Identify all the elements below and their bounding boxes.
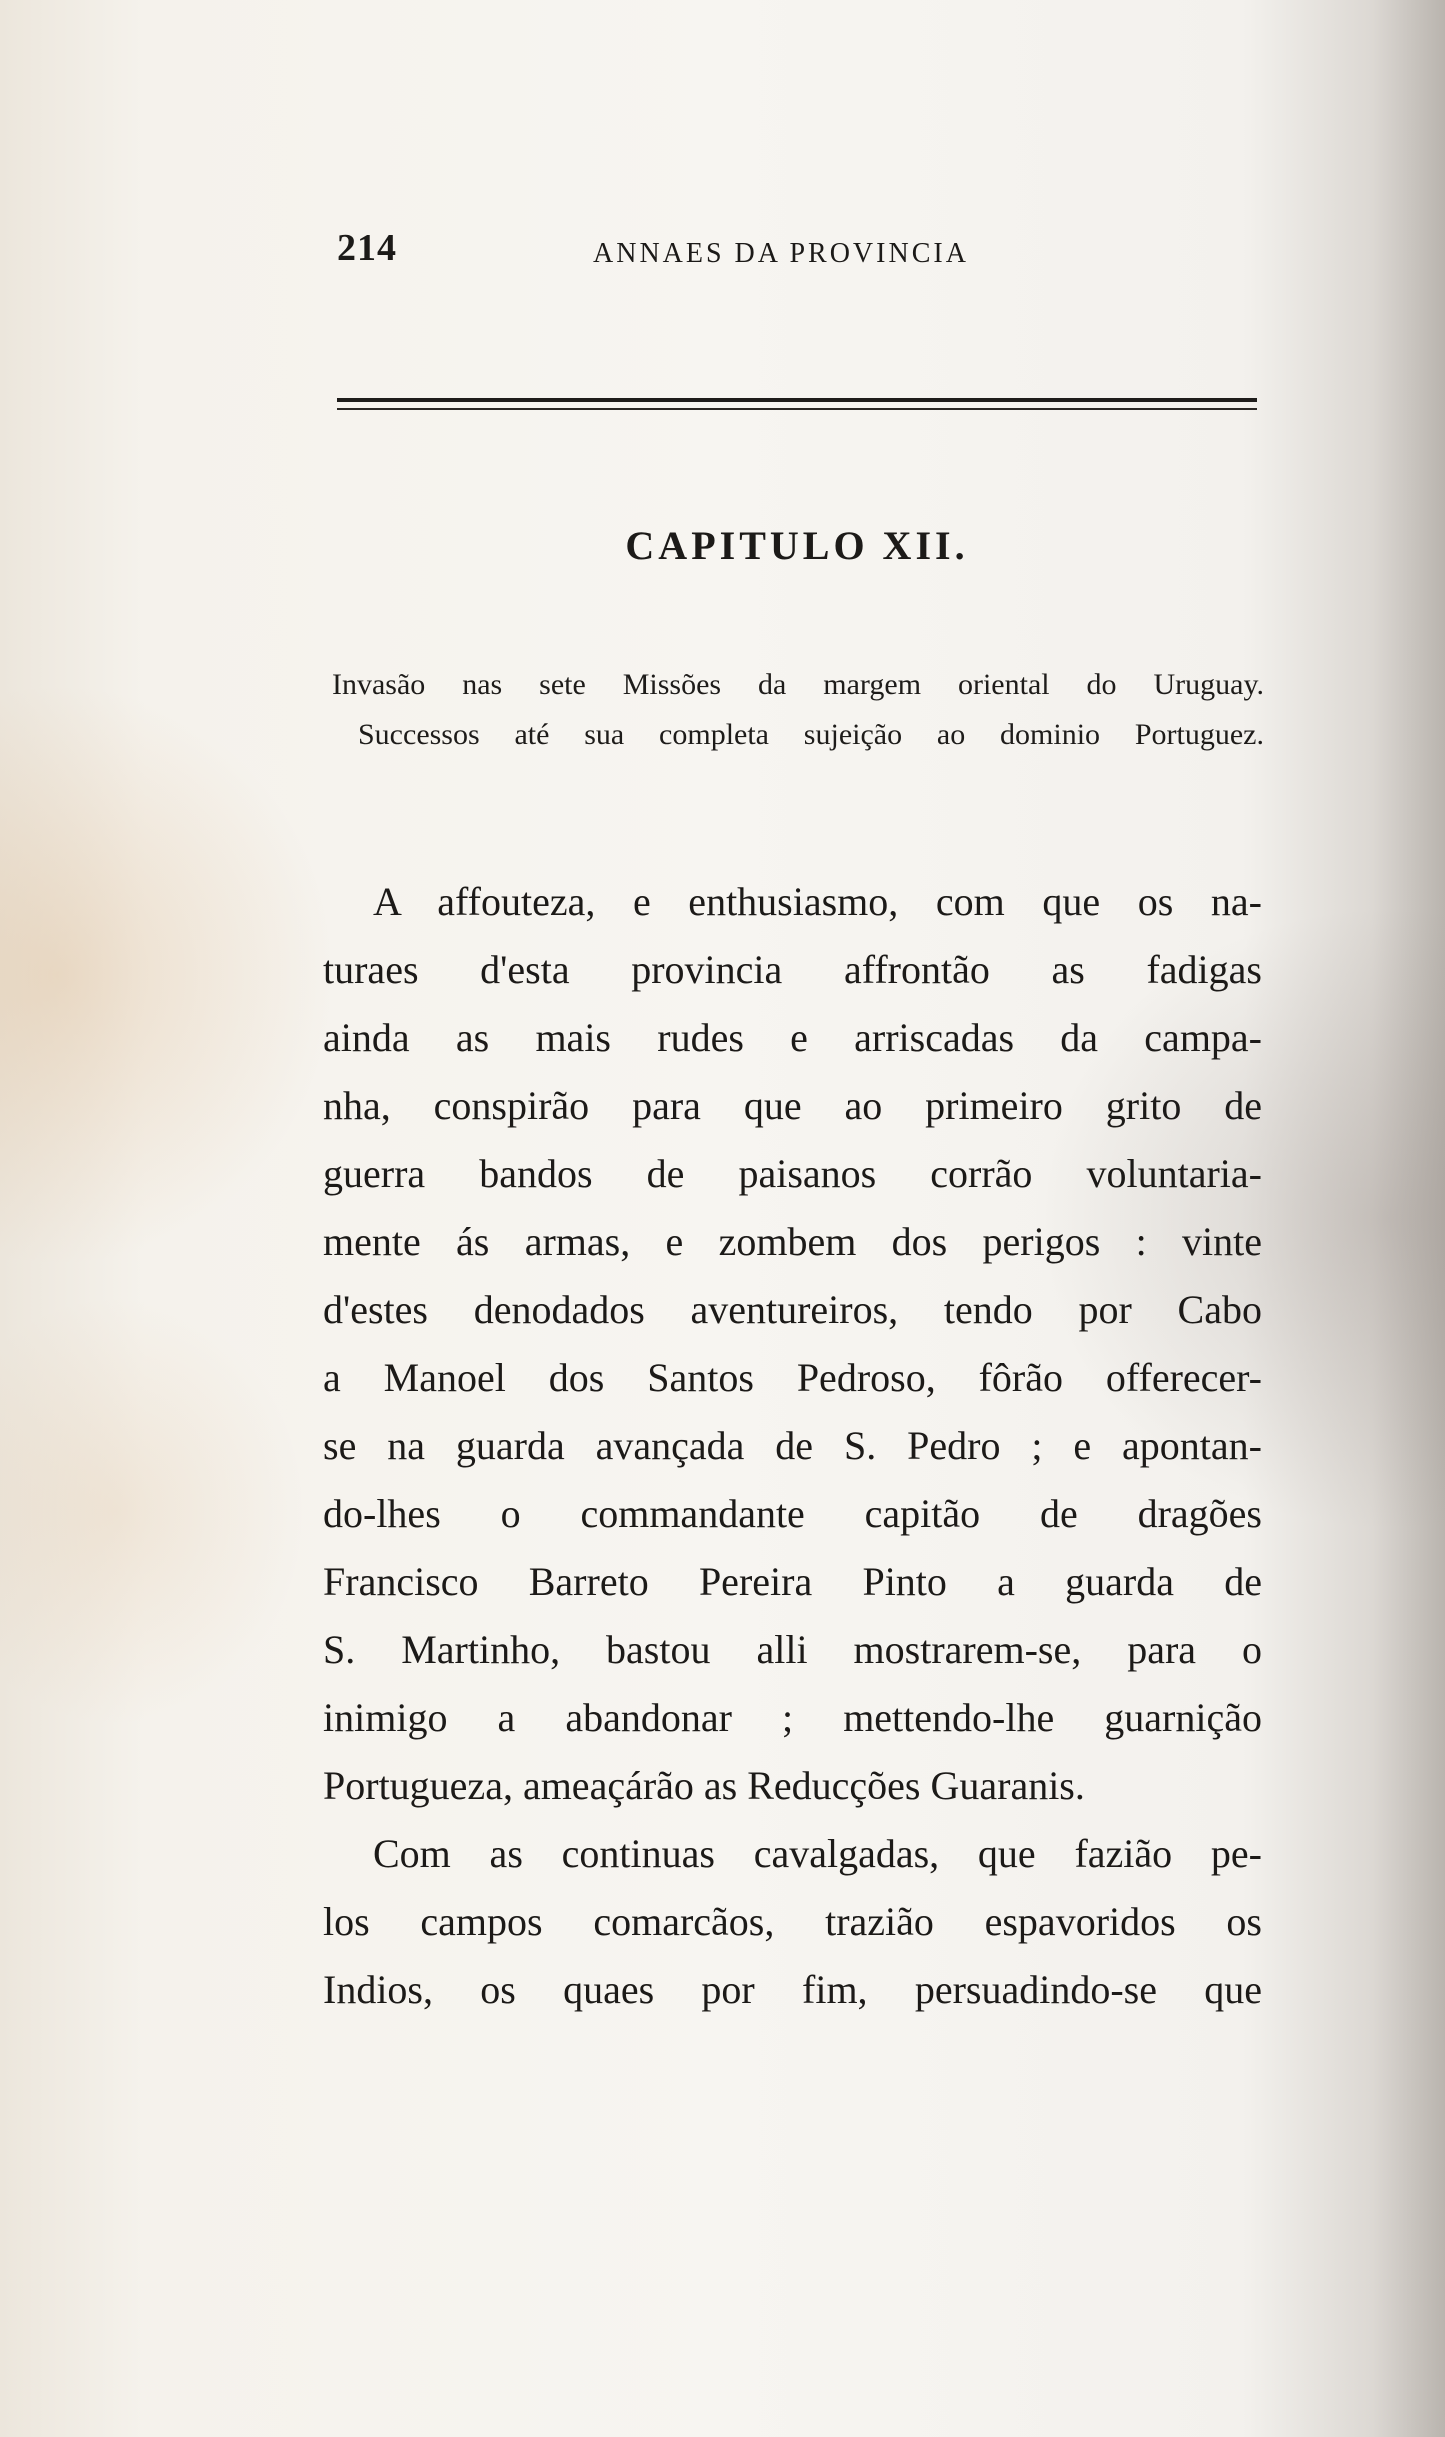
text-line: Portugueza, ameaçárão as Reducções Guaranis. <box>323 1763 1085 1808</box>
text-line: a Manoel dos Santos Pedroso, fôrão offerecer- <box>323 1355 1262 1400</box>
summary-line: Invasão nas sete Missões da margem oriental do Uruguay. <box>332 668 1264 701</box>
body-text <box>323 868 1262 2024</box>
text-line: ainda as mais rudes e arriscadas da campa- <box>323 1015 1262 1060</box>
chapter-title: CAPITULO XII. <box>625 523 969 568</box>
chapter-summary <box>332 660 1264 760</box>
double-rule <box>337 398 1257 410</box>
rule-thick <box>337 398 1257 402</box>
text-line: se na guarda avançada de S. Pedro ; e apontan- <box>323 1423 1262 1468</box>
text-line: nha, conspirão para que ao primeiro grito de <box>323 1083 1262 1128</box>
text-line: Francisco Barreto Pereira Pinto a guarda de <box>323 1559 1262 1604</box>
text-line: do-lhes o commandante capitão de dragões <box>323 1491 1262 1536</box>
running-head <box>337 226 1257 276</box>
text-line: A affouteza, e enthusiasmo, com que os na- <box>373 879 1262 924</box>
text-line: S. Martinho, bastou alli mostrarem-se, para o <box>323 1627 1262 1672</box>
text-line: turaes d'esta provincia affrontão as fadigas <box>323 947 1262 992</box>
text-line: guerra bandos de paisanos corrão voluntaria- <box>323 1151 1262 1196</box>
running-head-title: ANNAES DA PROVINCIA <box>593 238 969 269</box>
text-line: mente ás armas, e zombem dos perigos : vinte <box>323 1219 1262 1264</box>
text-line: los campos comarcãos, trazião espavoridos os <box>323 1899 1262 1944</box>
page-number: 214 <box>337 227 397 269</box>
rule-thin <box>337 408 1257 410</box>
text-line: Indios, os quaes por fim, persuadindo-se que <box>323 1967 1262 2012</box>
text-line: inimigo a abandonar ; mettendo-lhe guarnição <box>323 1695 1262 1740</box>
text-line: Com as continuas cavalgadas, que fazião pe- <box>373 1831 1262 1876</box>
summary-line: Successos até sua completa sujeição ao dominio Portuguez. <box>358 718 1264 751</box>
text-line: d'estes denodados aventureiros, tendo por Cabo <box>323 1287 1262 1332</box>
